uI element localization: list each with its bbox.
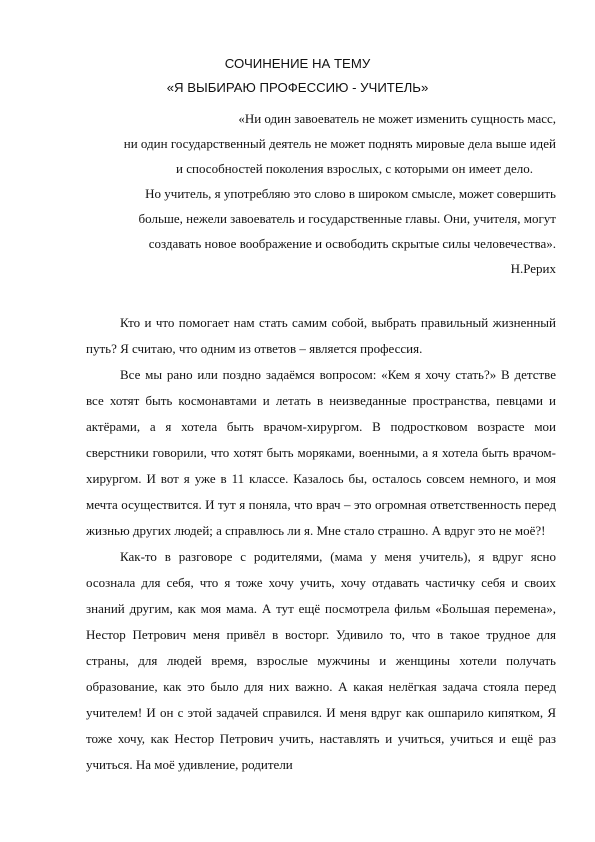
epigraph-author: Н.Рерих <box>510 261 556 276</box>
body-paragraph: Кто и что помогает нам стать самим собой, выбрать правильный жизненный путь? Я считаю, что одним из ответов – является профессия. <box>86 315 556 356</box>
body-paragraph: Все мы рано или поздно задаёмся вопросом: «Кем я хочу стать?» В детстве все хотят быть космонавтами и летать в неизведанные пространства, певцами и актёрами, а я хотела быть врачом-хирургом. В подростковом возрасте мои сверстники говорили, что хотят быть моряками, военными, а я хотела быть врачом-хирургом. И вот я уже в 11 классе. Казалось бы, осталось совсем немного, и моя мечта осуществится. И тут я поняла, что врач – это огромная ответственность перед жизнью других людей; а справлюсь ли я. Мне стало страшно. А вдруг это не моё?! <box>86 367 556 538</box>
epigraph-line: Но учитель, я употребляю это слово в широком смысле, может совершить <box>145 186 556 201</box>
epigraph-line: создавать новое воображение и освободить скрытые силы человечества». <box>148 236 556 251</box>
essay-title-line-1: СОЧИНЕНИЕ НА ТЕМУ <box>224 56 371 71</box>
epigraph <box>60 106 556 281</box>
epigraph-line: ни один государственный деятель не может поднять мировые дела выше идей <box>123 136 556 151</box>
epigraph-line: «Ни один завоеватель не может изменить сущность масс, <box>238 111 556 126</box>
essay-body <box>86 310 556 778</box>
essay-title-line-2: «Я ВЫБИРАЮ ПРОФЕССИЮ - УЧИТЕЛЬ» <box>166 80 429 95</box>
epigraph-line: больше, нежели завоеватель и государственные главы. Они, учителя, могут <box>138 211 556 226</box>
epigraph-line: и способностей поколения взрослых, с которыми он имеет дело. <box>176 161 533 176</box>
body-paragraph: Как-то в разговоре с родителями, (мама у меня учитель), я вдруг ясно осознала для себя, что я тоже хочу учить, хочу отдавать частичку себя и своих знаний другим, как моя мама. А тут ещё посмотрела фильм «Большая перемена», Нестор Петрович меня привёл в восторг. Удивило то, что в такое трудное для страны, для людей время, взрослые мужчины и женщины хотели получать образование, как это было для них важно. А какая нелёгкая задача стояла перед учителем! И он с этой задачей справился. И меня вдруг как ошпарило кипятком, Я тоже хочу, как Нестор Петрович учить, наставлять и учиться, учиться и ещё раз учиться. На моё удивление, родители <box>86 549 556 772</box>
